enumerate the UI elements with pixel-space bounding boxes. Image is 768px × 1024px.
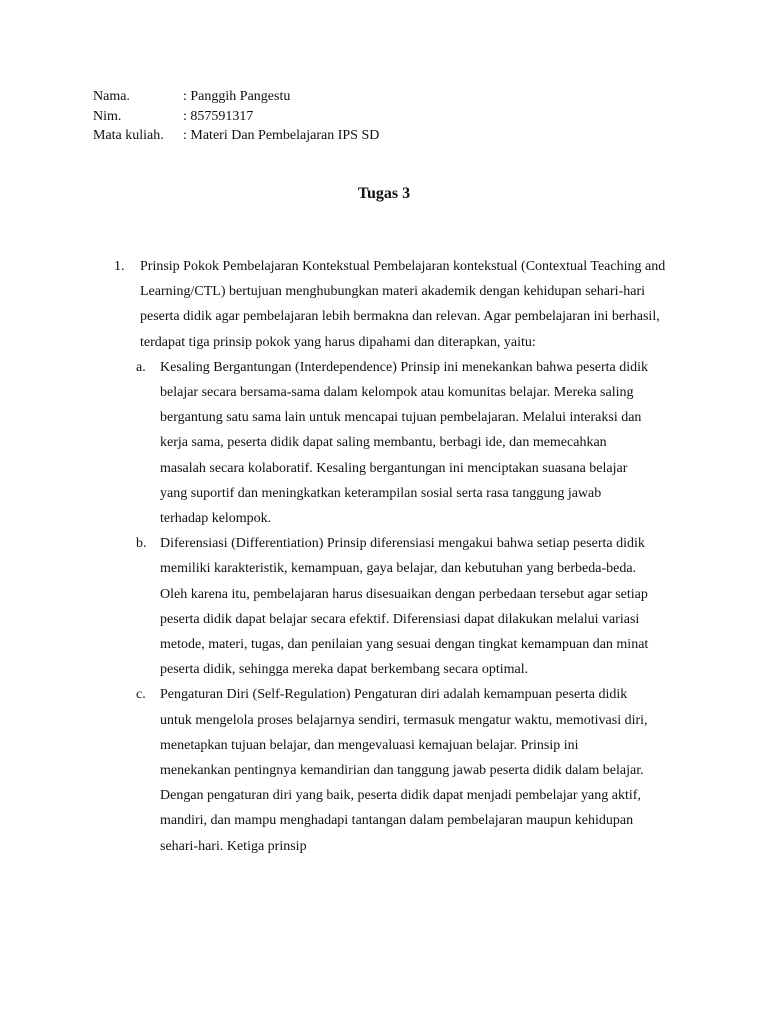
student-info (93, 87, 379, 146)
subitem-letter: b. (136, 536, 147, 552)
page-title: Tugas 3 (357, 185, 411, 202)
nim-value: : 857591317 (183, 108, 254, 124)
list-item-body (140, 254, 670, 355)
subitem-b (136, 531, 674, 682)
subitem-letter: c. (136, 687, 146, 703)
subitem-letter: a. (136, 359, 146, 375)
numbered-list (114, 254, 674, 859)
subitem-text: Kesaling Bergantungan (Interdependence) Prinsip ini menekankan bahwa peserta didik belajar secara bersama-sama dalam kelompok atau komunitas belajar. Mereka saling bergantung satu sama lain untuk mencapai tujuan pembelajaran. Melalui interaksi dan kerja sama, peserta didik dapat saling membantu, berbagi ide, dan memecahkan masalah secara kolaboratif. Kesaling bergantungan ini menciptakan suasana belajar yang suportif dan meningkatkan keterampilan sosial serta rasa tanggung jawab terhadap kelompok. (160, 359, 649, 527)
name-label: Nama. (93, 89, 130, 104)
subitem-a (136, 355, 674, 531)
subitem-text: Pengaturan Diri (Self-Regulation) Pengaturan diri adalah kemampuan peserta didik untuk mengelola proses belajarnya sendiri, termasuk mengatur waktu, memotivasi diri, menetapkan tujuan belajar, dan mengevaluasi kemajuan belajar. Prinsip ini menekankan pentingnya kemandirian dan tanggung jawab peserta didik dalam belajar. Dengan pengaturan diri yang baik, peserta didik dapat menjadi pembelajar yang aktif, mandiri, dan mampu menghadapi tantangan dalam pembelajaran maupun kehidupan sehari-hari. Ketiga prinsip (160, 687, 648, 854)
course-row (93, 126, 379, 146)
name-row (93, 87, 379, 107)
course-value: : Materi Dan Pembelajaran IPS SD (183, 128, 380, 143)
name-value: : Panggih Pangestu (183, 89, 291, 104)
nim-row (93, 107, 379, 127)
course-label: Mata kuliah. (93, 128, 164, 143)
list-item-number: 1. (114, 259, 125, 274)
list-item-text: Prinsip Pokok Pembelajaran Kontekstual Pembelajaran kontekstual (Contextual Teaching and Learning/CTL) bertujuan menghubungkan materi akademik dengan kehidupan sehari-hari peserta didik agar pembelajaran lebih bermakna dan relevan. Agar pembelajaran ini berhasil, terdapat tiga prinsip pokok yang harus dipahami dan diterapkan, yaitu: (140, 259, 666, 350)
subitem-c (136, 682, 674, 858)
list-item-1 (114, 254, 674, 355)
subitem-text: Diferensiasi (Differentiation) Prinsip diferensiasi mengakui bahwa setiap peserta didik memiliki karakteristik, kemampuan, gaya belajar, dan kebutuhan yang berbeda-beda. Oleh karena itu, pembelajaran harus disesuaikan dengan perbedaan tersebut agar setiap peserta didik dapat belajar secara efektif. Diferensiasi dapat dilakukan melalui variasi metode, materi, tugas, dan penilaian yang sesuai dengan tingkat kemampuan dan minat peserta didik, sehingga mereka dapat berkembang secara optimal. (160, 536, 649, 678)
nim-label: Nim. (93, 108, 122, 124)
